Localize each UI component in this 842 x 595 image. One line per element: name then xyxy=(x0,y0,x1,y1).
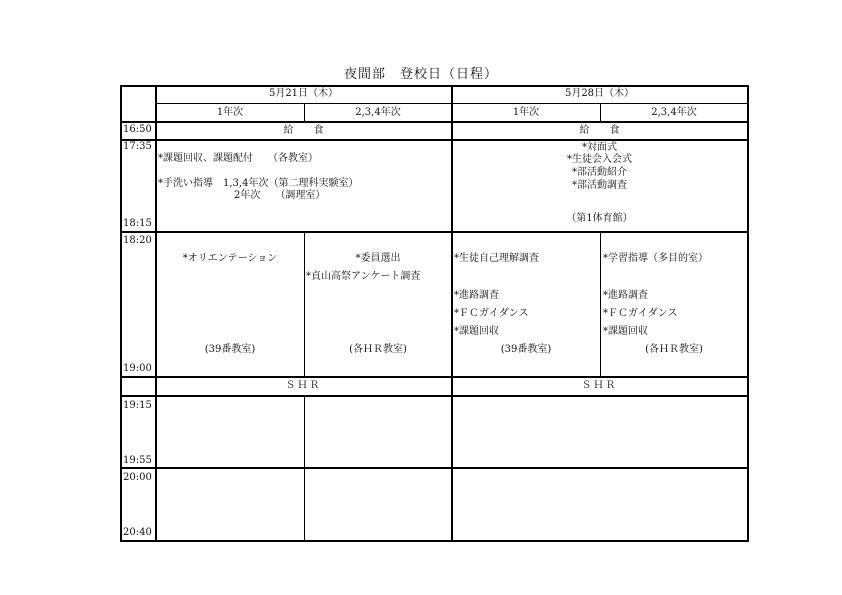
activity-text: *進路調査 xyxy=(603,290,648,301)
table-border-bottom xyxy=(120,540,749,542)
row-divider xyxy=(120,376,749,378)
date-header-day2: 5月28日（木） xyxy=(564,88,635,99)
activity-text: *課題回収 xyxy=(454,326,499,337)
location-text: (各ＨＲ教室) xyxy=(645,344,703,355)
activity-text: *貞山高祭アンケート調査 xyxy=(306,271,421,282)
activity-text: *課題回収、課題配付 （各教室） xyxy=(158,153,318,164)
time-label: 19:55 xyxy=(123,455,152,466)
table-border-right xyxy=(747,85,749,542)
time-label: 20:00 xyxy=(123,472,152,483)
time-label: 16:50 xyxy=(123,124,152,135)
time-label: 18:20 xyxy=(123,235,152,246)
time-column-divider xyxy=(155,85,157,542)
time-label: 18:15 xyxy=(123,218,152,229)
location-text: （第1体育館） xyxy=(566,213,633,224)
activity-text: *オリエンテーション xyxy=(182,253,278,264)
grade-header: 2,3,4年次 xyxy=(355,107,401,118)
activity-text: *委員選出 xyxy=(355,253,401,264)
grade-divider xyxy=(304,396,305,541)
location-text: (39番教室) xyxy=(204,344,256,355)
shr-day2: ＳＨＲ xyxy=(581,380,618,391)
table-border-top xyxy=(120,85,749,87)
row-divider xyxy=(120,467,749,469)
row-divider xyxy=(120,139,749,141)
activity-text: *生徒自己理解調査 xyxy=(454,253,539,264)
activity-text: *学習指導（多目的室） xyxy=(603,253,708,264)
page-title: 夜間部 登校日（日程） xyxy=(343,67,498,82)
activity-text: 2年次 （調理室） xyxy=(234,190,326,201)
activity-text: *進路調査 xyxy=(454,290,499,301)
date-header-day1: 5月21日（木） xyxy=(268,88,339,99)
activity-text: *ＦＣガイダンス xyxy=(603,308,678,319)
lunch-day1: 給 食 xyxy=(283,125,324,136)
activity-text: *生徒会入会式 xyxy=(567,154,632,165)
lunch-day2: 給 食 xyxy=(579,125,620,136)
activity-text: *ＦＣガイダンス xyxy=(454,308,529,319)
activity-text: *部活動紹介 xyxy=(572,167,627,178)
activity-text: *手洗い指導 1,3,4年次（第二理科実験室） xyxy=(158,178,359,189)
location-text: (各ＨＲ教室) xyxy=(349,344,407,355)
row-divider xyxy=(120,395,749,397)
activity-text: *対面式 xyxy=(582,142,617,153)
row-divider xyxy=(120,121,749,123)
time-label: 17:35 xyxy=(123,141,152,152)
activity-text: *課題回収 xyxy=(603,326,648,337)
time-label: 20:40 xyxy=(123,527,152,538)
shr-day1: ＳＨＲ xyxy=(285,380,322,391)
activity-text: *部活動調査 xyxy=(572,180,627,191)
time-label: 19:15 xyxy=(123,400,152,411)
grade-header: 1年次 xyxy=(216,107,244,118)
time-label: 19:00 xyxy=(123,363,152,374)
grade-header: 2,3,4年次 xyxy=(651,107,697,118)
row-divider xyxy=(120,231,749,233)
location-text: (39番教室) xyxy=(500,344,552,355)
table-border-left xyxy=(120,85,122,542)
grade-header: 1年次 xyxy=(512,107,540,118)
